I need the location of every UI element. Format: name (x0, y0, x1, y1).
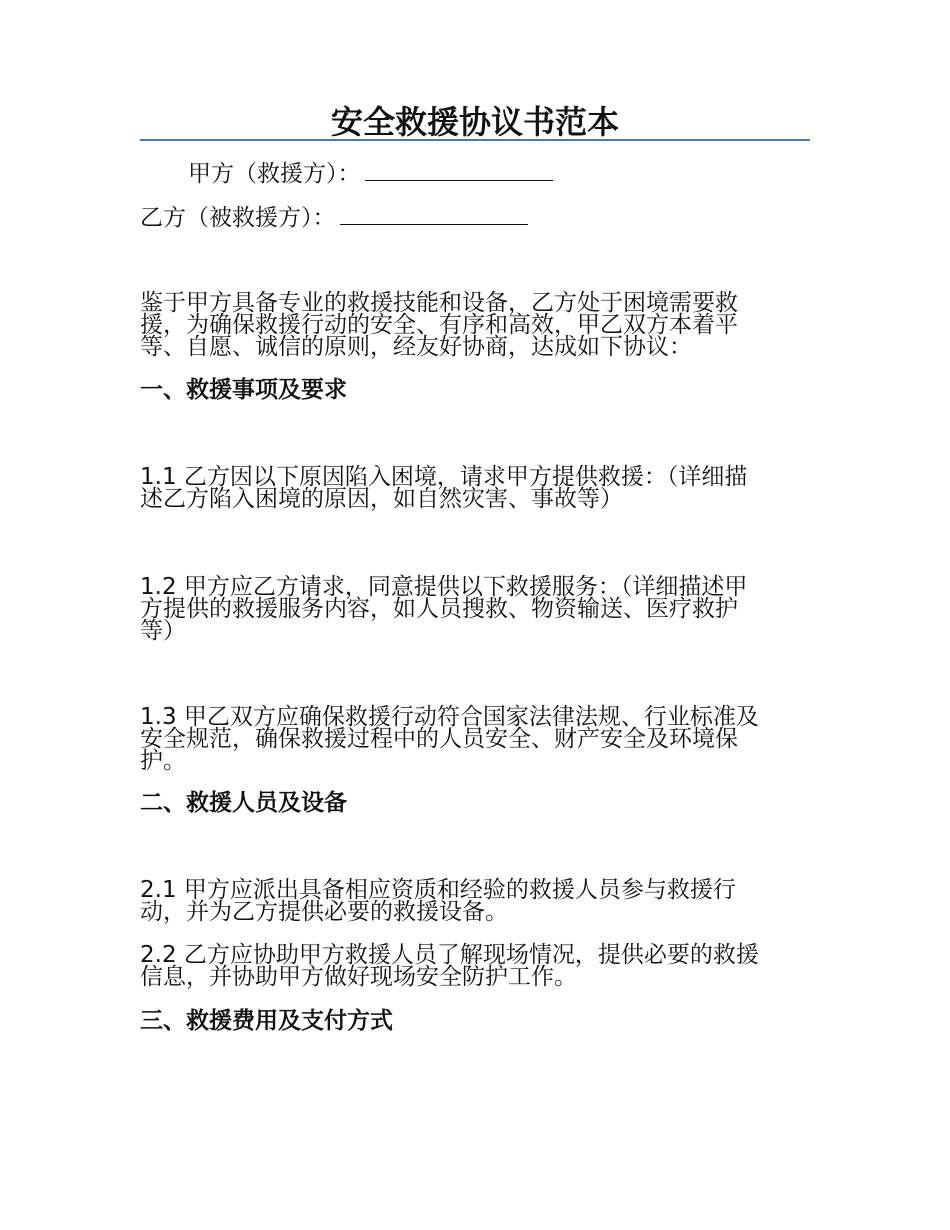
clause-2-1 (140, 879, 808, 923)
party-a-line (188, 160, 553, 187)
clause-line: 动，并为乙方提供必要的救援设备。 (140, 899, 508, 925)
preamble-line: 鉴于甲方具备专业的救援技能和设备，乙方处于困境需要救 (140, 290, 738, 316)
party-a-blank-field[interactable] (365, 160, 553, 181)
clause-line: 护。 (140, 748, 186, 774)
title-underline-rule (140, 139, 810, 141)
clause-line: 1.1 乙方因以下原因陷入困境，请求甲方提供救援：（详细描 (140, 464, 748, 490)
clause-line: 1.2 甲方应乙方请求，同意提供以下救援服务：（详细描述甲 (140, 574, 748, 600)
clause-line: 等） (140, 618, 186, 644)
preamble-paragraph (140, 292, 808, 358)
clause-1-3 (140, 706, 808, 772)
clause-line: 方提供的救援服务内容，如人员搜救、物资输送、医疗救护 (140, 596, 738, 622)
clause-line: 2.2 乙方应协助甲方救援人员了解现场情况，提供必要的救援 (140, 942, 759, 968)
document-title: 安全救援协议书范本 (330, 103, 619, 141)
preamble-line: 援，为确保救援行动的安全、有序和高效，甲乙双方本着平 (140, 312, 738, 338)
section-2-heading: 二、救援人员及设备 (140, 790, 347, 816)
section-1-heading: 一、救援事项及要求 (140, 377, 347, 403)
party-b-blank-field[interactable] (340, 204, 528, 225)
clause-2-2 (140, 944, 808, 988)
clause-line: 2.1 甲方应派出具备相应资质和经验的救援人员参与救援行 (140, 877, 736, 903)
party-b-label: 乙方（被救援方）： (140, 205, 336, 231)
preamble-line: 等、自愿、诚信的原则，经友好协商，达成如下协议： (140, 334, 692, 360)
clause-1-2 (140, 576, 808, 642)
section-3-heading: 三、救援费用及支付方式 (140, 1008, 393, 1034)
clause-line: 1.3 甲乙双方应确保救援行动符合国家法律法规、行业标准及 (140, 704, 759, 730)
clause-line: 述乙方陷入困境的原因，如自然灾害、事故等） (140, 486, 623, 512)
party-a-label: 甲方（救援方）： (188, 161, 361, 187)
clause-line: 安全规范，确保救援过程中的人员安全、财产安全及环境保 (140, 726, 738, 752)
party-b-line (140, 204, 528, 231)
clause-1-1 (140, 466, 808, 510)
clause-line: 信息，并协助甲方做好现场安全防护工作。 (140, 964, 577, 990)
